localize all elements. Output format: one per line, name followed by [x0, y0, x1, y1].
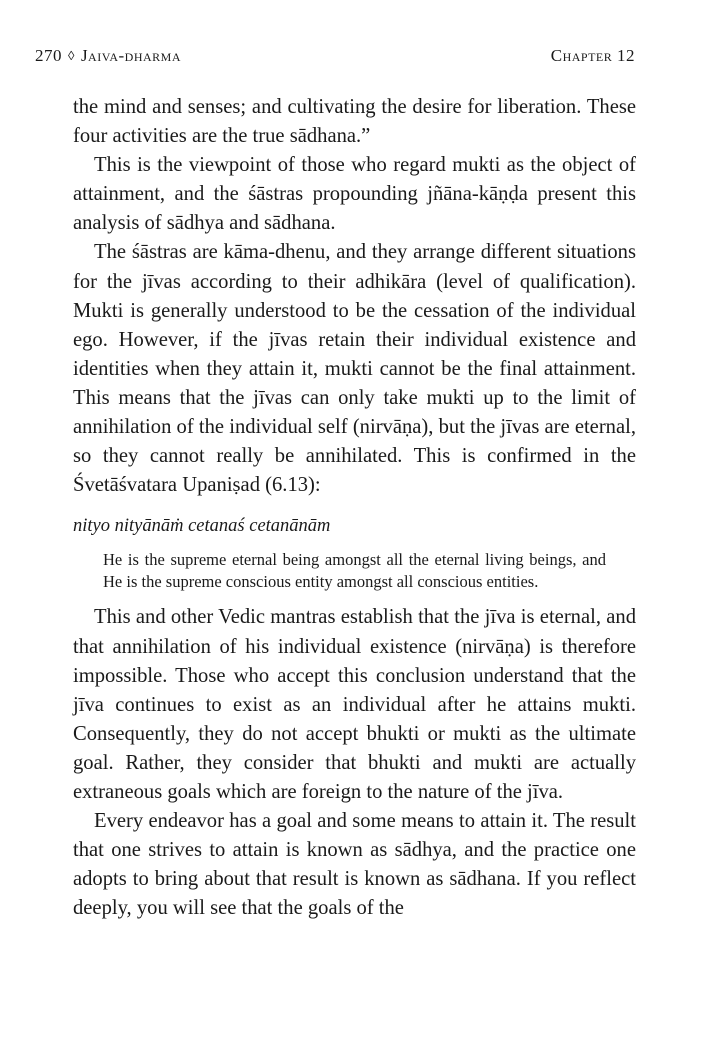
sanskrit-verse: nityo nityānāṁ cetanaś cetanānām [73, 516, 331, 537]
page-body [73, 93, 636, 923]
diamond-icon: ◊ [68, 48, 75, 63]
chapter-label: Chapter 12 [550, 46, 635, 65]
running-header [35, 46, 635, 74]
paragraph-5: Every endeavor has a goal and some means to attain it. The result that one strives to attain is known as sādhya, and the practice one adopts to bring about that result is known as sādhana. If you reflect deeply, you will see that the goals of the [73, 810, 636, 920]
page-number: 270 [35, 46, 62, 65]
book-title: Jaiva-dharma [80, 46, 181, 65]
verse-translation: He is the supreme eternal being amongst all the eternal living beings, and He is the supreme conscious entity amongst all conscious entities. [103, 550, 606, 592]
paragraph-3: The śāstras are kāma-dhenu, and they arrange different situations for the jīvas according to their adhikāra (level of qualification). Mukti is generally understood to be the cessation of the individual ego. However, if the jīvas retain their individual existence and identities when they attain it, mukti cannot be the final attainment. This means that the jīvas can only take mukti up to the limit of annihilation of the individual self (nirvāṇa), but the jīvas are eternal, so they cannot really be annihilated. This is confirmed in the Śvetāśvatara Upaniṣad (6.13): [73, 241, 636, 497]
paragraph-1: the mind and senses; and cultivating the desire for liberation. These four activities are the true sādhana.” [73, 96, 636, 148]
header-left [35, 46, 181, 66]
paragraph-4: This and other Vedic mantras establish that the jīva is eternal, and that annihilation of his individual existence (nirvāṇa) is therefore impossible. Those who accept this conclusion understand that the jīva continues to exist as an individual after he attains mukti. Consequently, they do not accept bhukti or mukti as the ultimate goal. Rather, they consider that bhukti and mukti are actually extraneous goals which are foreign to the nature of the jīva. [73, 606, 636, 803]
paragraph-2: This is the viewpoint of those who regard mukti as the object of attainment, and the śāstras propounding jñāna-kāṇḍa present this analysis of sādhya and sādhana. [73, 154, 636, 235]
